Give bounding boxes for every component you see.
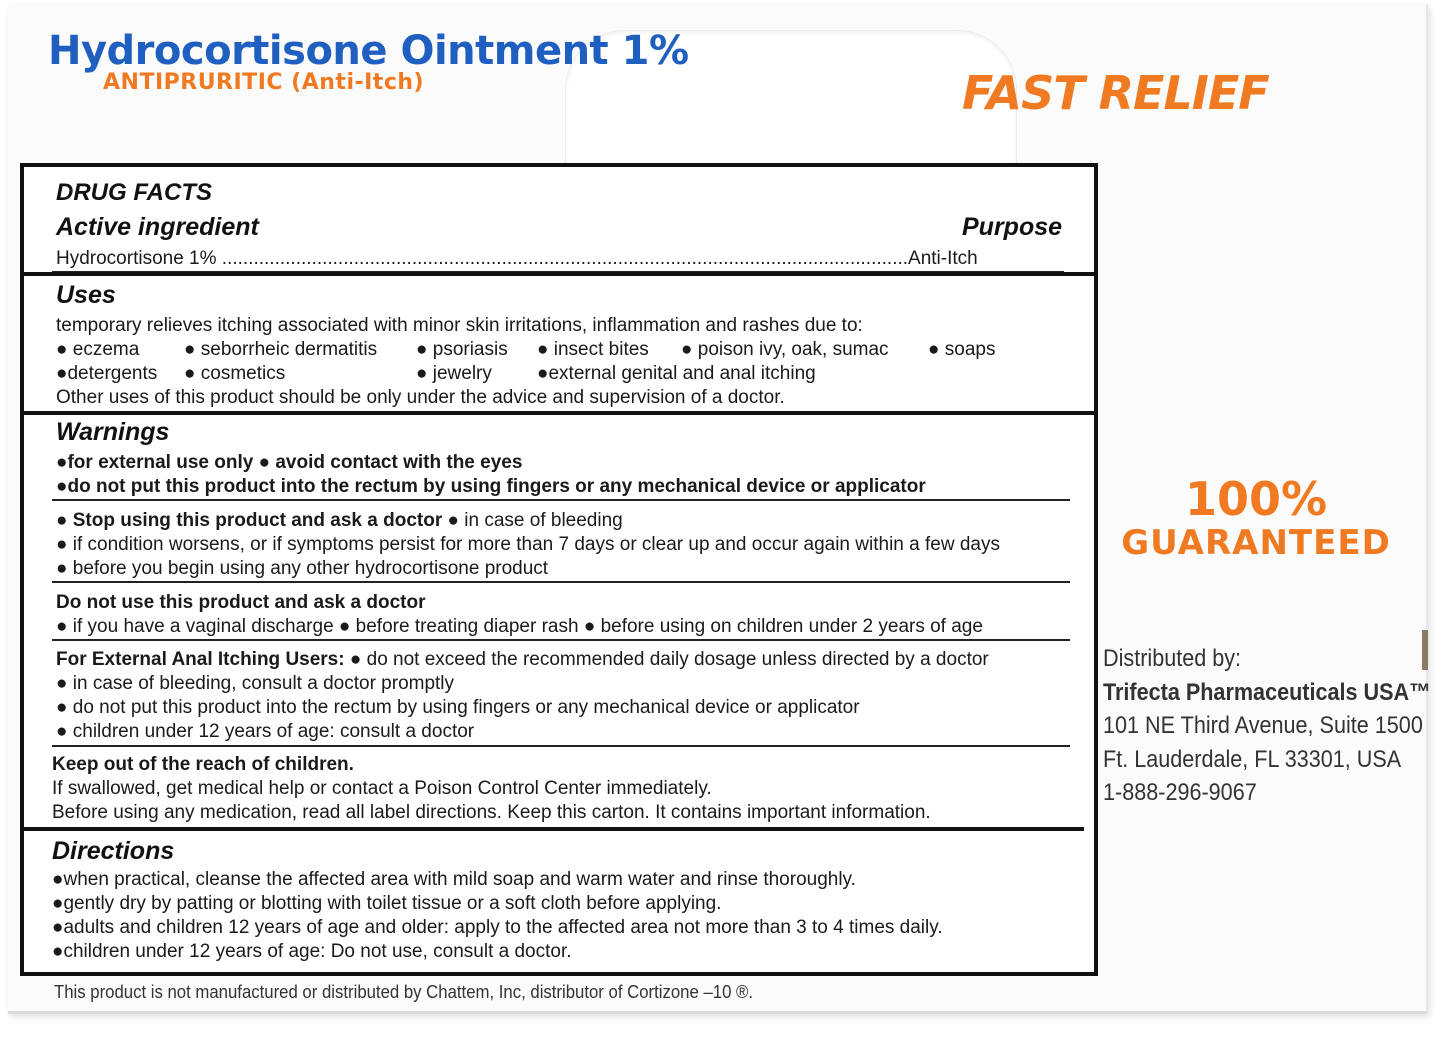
uses-heading: Uses [56, 281, 116, 309]
drug-facts-heading: DRUG FACTS [56, 179, 212, 206]
ingredient-line: Hydrocortisone 1% ..................................................................................................................................Anti-Itch [56, 248, 978, 269]
distributor-phone: 1-888-296-9067 [1103, 779, 1257, 806]
section-divider [24, 411, 1094, 415]
use-item: ● seborrheic dermatitis [184, 339, 378, 360]
warning-line: ●do not put this product into the rectum by using fingers or any mechanical device or applicator [56, 476, 926, 497]
divider [52, 581, 1070, 583]
do-not-use-item: ● if you have a vaginal discharge ● before treating diaper rash ● before using on children under 2 years of age [56, 616, 983, 637]
stop-using-item: ● before you begin using any other hydrocortisone product [56, 558, 549, 579]
use-item: ● soaps [928, 339, 996, 360]
use-item: ● poison ivy, oak, sumac [681, 339, 889, 360]
use-item: ● psoriasis [416, 339, 508, 360]
section-divider [24, 272, 1094, 276]
anal-itching-heading: For External Anal Itching Users: [56, 649, 345, 670]
product-title: Hydrocortisone Ointment 1% [48, 28, 689, 74]
keep-out-line: Before using any medication, read all label directions. Keep this carton. It contains important information. [52, 802, 931, 823]
purpose-label: Purpose [962, 213, 1063, 241]
anal-itching-item: ● children under 12 years of age: consult a doctor [56, 721, 475, 742]
use-item: ● eczema [56, 339, 140, 360]
use-item: ● insect bites [537, 339, 649, 360]
direction-line: ●when practical, cleanse the affected area with mild soap and warm water and rinse thoroughly. [52, 869, 856, 890]
fast-relief-claim: FAST RELIEF [962, 66, 1269, 120]
anal-itching-item: ● do not exceed the recommended daily dosage unless directed by a doctor [344, 649, 989, 670]
divider [52, 745, 1070, 747]
distributor-address-2: Ft. Lauderdale, FL 33301, USA [1103, 745, 1402, 773]
distributor-address-1: 101 NE Third Avenue, Suite 1500 [1103, 712, 1423, 739]
stop-using-item: ● if condition worsens, or if symptoms persist for more than 7 days or clear up and occur again within a few days [56, 534, 1000, 555]
stop-using-item: ● in case of bleeding [442, 510, 623, 531]
disclaimer-footer: This product is not manufactured or distributed by Chattem, Inc, distributor of Cortizone –10 ®. [54, 982, 754, 1002]
stop-using-heading: ● Stop using this product and ask a doctor [56, 510, 443, 531]
keep-out-line: If swallowed, get medical help or contact a Poison Control Center immediately. [52, 778, 712, 799]
keep-out-heading: Keep out of the reach of children. [52, 754, 354, 775]
warning-line: ●for external use only ● avoid contact with the eyes [56, 452, 523, 473]
direction-line: ●adults and children 12 years of age and older: apply to the affected area not more than 3 to 4 times daily. [52, 917, 943, 938]
direction-line: ●children under 12 years of age: Do not use, consult a doctor. [52, 941, 572, 962]
do-not-use-heading: Do not use this product and ask a doctor [56, 592, 426, 613]
distributor-label: Distributed by: [1103, 645, 1242, 672]
anal-itching-line [56, 648, 989, 672]
divider [52, 499, 1070, 501]
use-item: ●external genital and anal itching [537, 363, 816, 384]
anal-itching-item: ● in case of bleeding, consult a doctor promptly [56, 673, 455, 694]
section-divider [24, 827, 1084, 831]
use-item: ● cosmetics [184, 363, 286, 384]
directions-heading: Directions [52, 837, 175, 865]
use-item: ●detergents [56, 363, 158, 384]
uses-intro: temporary relieves itching associated with minor skin irritations, inflammation and rashes due to: [56, 315, 863, 336]
stop-using-line [56, 509, 623, 533]
use-item: ● jewelry [416, 363, 492, 384]
distributor-block [1103, 642, 1445, 810]
direction-line: ●gently dry by patting or blotting with toilet tissue or a soft cloth before applying. [52, 893, 722, 914]
product-subtitle: ANTIPRURITIC (Anti-Itch) [103, 70, 425, 95]
guarantee-label: GUARANTEED [1121, 523, 1391, 563]
divider [52, 639, 1070, 641]
guarantee-percent: 100% [1184, 472, 1328, 526]
warnings-heading: Warnings [56, 418, 170, 446]
drug-facts-panel [20, 163, 1098, 976]
anal-itching-item: ● do not put this product into the rectum by using fingers or any mechanical device or applicator [56, 697, 860, 718]
distributor-company: Trifecta Pharmaceuticals USA™ [1103, 678, 1431, 706]
active-ingredient-label: Active ingredient [56, 213, 259, 241]
uses-other: Other uses of this product should be only under the advice and supervision of a doctor. [56, 387, 785, 408]
